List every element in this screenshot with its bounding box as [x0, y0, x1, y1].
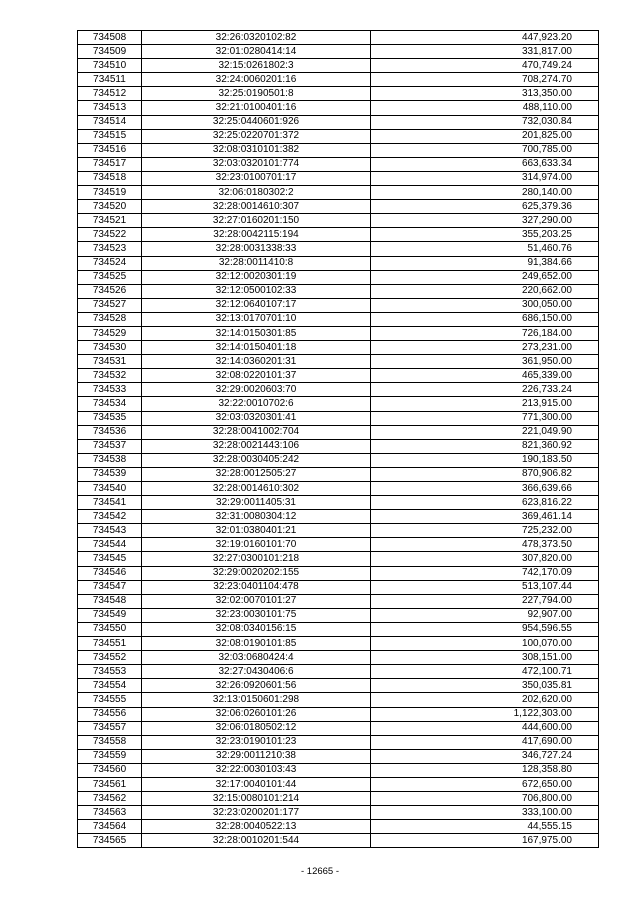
cadastral-number-cell: 32:22:0010702:6 [142, 397, 371, 411]
record-id-cell: 734522 [78, 228, 142, 242]
amount-cell: 346,727.24 [371, 749, 599, 763]
record-id-cell: 734539 [78, 467, 142, 481]
table-row [78, 594, 599, 608]
record-id-cell: 734530 [78, 341, 142, 355]
record-id-cell: 734557 [78, 721, 142, 735]
cadastral-number-cell: 32:25:0190501:8 [142, 87, 371, 101]
table-row [78, 312, 599, 326]
table-row [78, 31, 599, 45]
record-id-cell: 734513 [78, 101, 142, 115]
table-row [78, 834, 599, 848]
amount-cell: 700,785.00 [371, 143, 599, 157]
record-id-cell: 734552 [78, 651, 142, 665]
cadastral-number-cell: 32:03:0320101:774 [142, 157, 371, 171]
amount-cell: 308,151.00 [371, 651, 599, 665]
amount-cell: 771,300.00 [371, 411, 599, 425]
cadastral-number-cell: 32:29:0020202:155 [142, 566, 371, 580]
table-row [78, 326, 599, 340]
record-id-cell: 734516 [78, 143, 142, 157]
record-id-cell: 734524 [78, 256, 142, 270]
amount-cell: 220,662.00 [371, 284, 599, 298]
amount-cell: 361,950.00 [371, 355, 599, 369]
table-row [78, 242, 599, 256]
table-row [78, 143, 599, 157]
amount-cell: 331,817.00 [371, 45, 599, 59]
table-row [78, 284, 599, 298]
record-id-cell: 734511 [78, 73, 142, 87]
cadastral-number-cell: 32:23:0190101:23 [142, 735, 371, 749]
amount-cell: 513,107.44 [371, 580, 599, 594]
amount-cell: 742,170.09 [371, 566, 599, 580]
cadastral-number-cell: 32:12:0020301:19 [142, 270, 371, 284]
record-id-cell: 734556 [78, 707, 142, 721]
record-id-cell: 734544 [78, 538, 142, 552]
table-row [78, 214, 599, 228]
amount-cell: 92,907.00 [371, 608, 599, 622]
record-id-cell: 734514 [78, 115, 142, 129]
amount-cell: 333,100.00 [371, 806, 599, 820]
record-id-cell: 734529 [78, 326, 142, 340]
table-row [78, 383, 599, 397]
table-row [78, 298, 599, 312]
table-row [78, 256, 599, 270]
record-id-cell: 734565 [78, 834, 142, 848]
amount-cell: 44,555.15 [371, 820, 599, 834]
amount-cell: 280,140.00 [371, 186, 599, 200]
record-id-cell: 734555 [78, 693, 142, 707]
table-body [78, 31, 599, 848]
record-id-cell: 734525 [78, 270, 142, 284]
amount-cell: 249,652.00 [371, 270, 599, 284]
cadastral-number-cell: 32:01:0380401:21 [142, 524, 371, 538]
cadastral-number-cell: 32:06:0180502:12 [142, 721, 371, 735]
record-id-cell: 734518 [78, 171, 142, 185]
table-row [78, 369, 599, 383]
cadastral-number-cell: 32:23:0100701:17 [142, 171, 371, 185]
cadastral-number-cell: 32:25:0220701:372 [142, 129, 371, 143]
amount-cell: 190,183.50 [371, 453, 599, 467]
cadastral-number-cell: 32:03:0320301:41 [142, 411, 371, 425]
cadastral-number-cell: 32:13:0170701:10 [142, 312, 371, 326]
record-id-cell: 734558 [78, 735, 142, 749]
cadastral-number-cell: 32:06:0260101:26 [142, 707, 371, 721]
amount-cell: 686,150.00 [371, 312, 599, 326]
amount-cell: 201,825.00 [371, 129, 599, 143]
cadastral-number-cell: 32:26:0320102:82 [142, 31, 371, 45]
table-row [78, 228, 599, 242]
amount-cell: 472,100.71 [371, 665, 599, 679]
table-row [78, 467, 599, 481]
record-id-cell: 734519 [78, 186, 142, 200]
amount-cell: 706,800.00 [371, 792, 599, 806]
table-row [78, 45, 599, 59]
cadastral-number-cell: 32:21:0100401:16 [142, 101, 371, 115]
record-id-cell: 734561 [78, 777, 142, 791]
cadastral-number-cell: 32:12:0640107:17 [142, 298, 371, 312]
amount-cell: 623,816.22 [371, 496, 599, 510]
amount-cell: 221,049.90 [371, 425, 599, 439]
table-row [78, 792, 599, 806]
record-id-cell: 734521 [78, 214, 142, 228]
record-id-cell: 734515 [78, 129, 142, 143]
record-id-cell: 734543 [78, 524, 142, 538]
cadastral-number-cell: 32:28:0014610:307 [142, 200, 371, 214]
cadastral-number-cell: 32:14:0150401:18 [142, 341, 371, 355]
cadastral-number-cell: 32:24:0060201:16 [142, 73, 371, 87]
cadastral-number-cell: 32:29:0011210:38 [142, 749, 371, 763]
amount-cell: 273,231.00 [371, 341, 599, 355]
amount-cell: 91,384.66 [371, 256, 599, 270]
record-id-cell: 734509 [78, 45, 142, 59]
amount-cell: 51,460.76 [371, 242, 599, 256]
record-id-cell: 734520 [78, 200, 142, 214]
cadastral-number-cell: 32:14:0150301:85 [142, 326, 371, 340]
table-row [78, 749, 599, 763]
cadastral-number-cell: 32:06:0180302:2 [142, 186, 371, 200]
table-row [78, 411, 599, 425]
amount-cell: 672,650.00 [371, 777, 599, 791]
record-id-cell: 734528 [78, 312, 142, 326]
table-row [78, 806, 599, 820]
table-row [78, 707, 599, 721]
cadastral-number-cell: 32:26:0920601:56 [142, 679, 371, 693]
amount-cell: 327,290.00 [371, 214, 599, 228]
amount-cell: 213,915.00 [371, 397, 599, 411]
amount-cell: 128,358.80 [371, 763, 599, 777]
table-row [78, 115, 599, 129]
cadastral-number-cell: 32:29:0020603:70 [142, 383, 371, 397]
table-row [78, 679, 599, 693]
record-id-cell: 734546 [78, 566, 142, 580]
amount-cell: 314,974.00 [371, 171, 599, 185]
cadastral-number-cell: 32:25:0440601:926 [142, 115, 371, 129]
amount-cell: 708,274.70 [371, 73, 599, 87]
table-row [78, 608, 599, 622]
table-row [78, 763, 599, 777]
record-id-cell: 734510 [78, 59, 142, 73]
cadastral-number-cell: 32:28:0041002:704 [142, 425, 371, 439]
record-id-cell: 734527 [78, 298, 142, 312]
amount-cell: 444,600.00 [371, 721, 599, 735]
table-row [78, 482, 599, 496]
table-row [78, 200, 599, 214]
cadastral-number-cell: 32:28:0042115:194 [142, 228, 371, 242]
record-id-cell: 734538 [78, 453, 142, 467]
cadastral-number-cell: 32:28:0012505:27 [142, 467, 371, 481]
record-id-cell: 734540 [78, 482, 142, 496]
amount-cell: 821,360.92 [371, 439, 599, 453]
table-row [78, 157, 599, 171]
table-row [78, 524, 599, 538]
amount-cell: 100,070.00 [371, 637, 599, 651]
cadastral-number-cell: 32:23:0030101:75 [142, 608, 371, 622]
amount-cell: 465,339.00 [371, 369, 599, 383]
amount-cell: 726,184.00 [371, 326, 599, 340]
cadastral-number-cell: 32:08:0340156:15 [142, 622, 371, 636]
table-row [78, 622, 599, 636]
page-number: - 12665 - [300, 866, 340, 877]
amount-cell: 227,794.00 [371, 594, 599, 608]
table-row [78, 510, 599, 524]
cadastral-number-cell: 32:15:0261802:3 [142, 59, 371, 73]
table-row [78, 87, 599, 101]
table-row [78, 665, 599, 679]
amount-cell: 300,050.00 [371, 298, 599, 312]
table-row [78, 186, 599, 200]
amount-cell: 954,596.55 [371, 622, 599, 636]
amount-cell: 167,975.00 [371, 834, 599, 848]
record-id-cell: 734535 [78, 411, 142, 425]
table-row [78, 101, 599, 115]
record-id-cell: 734559 [78, 749, 142, 763]
cadastral-number-cell: 32:08:0220101:37 [142, 369, 371, 383]
amount-cell: 417,690.00 [371, 735, 599, 749]
cadastral-number-cell: 32:03:0680424:4 [142, 651, 371, 665]
data-table [77, 30, 599, 848]
cadastral-number-cell: 32:15:0080101:214 [142, 792, 371, 806]
cadastral-number-cell: 32:28:0014610:302 [142, 482, 371, 496]
table-row [78, 439, 599, 453]
cadastral-number-cell: 32:17:0040101:44 [142, 777, 371, 791]
record-id-cell: 734564 [78, 820, 142, 834]
record-id-cell: 734550 [78, 622, 142, 636]
amount-cell: 625,379.36 [371, 200, 599, 214]
record-id-cell: 734547 [78, 580, 142, 594]
record-id-cell: 734541 [78, 496, 142, 510]
table-row [78, 637, 599, 651]
cadastral-number-cell: 32:19:0160101:70 [142, 538, 371, 552]
record-id-cell: 734523 [78, 242, 142, 256]
amount-cell: 355,203.25 [371, 228, 599, 242]
table-row [78, 820, 599, 834]
record-id-cell: 734554 [78, 679, 142, 693]
record-id-cell: 734548 [78, 594, 142, 608]
amount-cell: 313,350.00 [371, 87, 599, 101]
record-id-cell: 734532 [78, 369, 142, 383]
cadastral-number-cell: 32:28:0030405:242 [142, 453, 371, 467]
table-row [78, 270, 599, 284]
record-id-cell: 734551 [78, 637, 142, 651]
table-row [78, 651, 599, 665]
record-id-cell: 734542 [78, 510, 142, 524]
cadastral-number-cell: 32:01:0280414:14 [142, 45, 371, 59]
table-row [78, 721, 599, 735]
amount-cell: 663,633.34 [371, 157, 599, 171]
cadastral-number-cell: 32:28:0031338:33 [142, 242, 371, 256]
record-id-cell: 734534 [78, 397, 142, 411]
table-row [78, 496, 599, 510]
table-row [78, 693, 599, 707]
record-id-cell: 734533 [78, 383, 142, 397]
table-row [78, 777, 599, 791]
table-row [78, 552, 599, 566]
cadastral-number-cell: 32:22:0030103:43 [142, 763, 371, 777]
table-row [78, 580, 599, 594]
amount-cell: 369,461.14 [371, 510, 599, 524]
record-id-cell: 734531 [78, 355, 142, 369]
cadastral-number-cell: 32:08:0190101:85 [142, 637, 371, 651]
amount-cell: 1,122,303.00 [371, 707, 599, 721]
record-id-cell: 734560 [78, 763, 142, 777]
record-id-cell: 734549 [78, 608, 142, 622]
table-row [78, 538, 599, 552]
table-row [78, 129, 599, 143]
amount-cell: 366,639.66 [371, 482, 599, 496]
table-row [78, 425, 599, 439]
cadastral-number-cell: 32:27:0160201:150 [142, 214, 371, 228]
cadastral-number-cell: 32:02:0070101:27 [142, 594, 371, 608]
cadastral-number-cell: 32:23:0401104:478 [142, 580, 371, 594]
amount-cell: 350,035.81 [371, 679, 599, 693]
table-row [78, 341, 599, 355]
amount-cell: 447,923.20 [371, 31, 599, 45]
amount-cell: 307,820.00 [371, 552, 599, 566]
cadastral-number-cell: 32:12:0500102:33 [142, 284, 371, 298]
amount-cell: 226,733.24 [371, 383, 599, 397]
amount-cell: 732,030.84 [371, 115, 599, 129]
amount-cell: 478,373.50 [371, 538, 599, 552]
cadastral-number-cell: 32:08:0310101:382 [142, 143, 371, 157]
record-id-cell: 734545 [78, 552, 142, 566]
record-id-cell: 734517 [78, 157, 142, 171]
table-row [78, 566, 599, 580]
cadastral-number-cell: 32:28:0021443:106 [142, 439, 371, 453]
cadastral-number-cell: 32:28:0011410:8 [142, 256, 371, 270]
amount-cell: 870,906.82 [371, 467, 599, 481]
table-row [78, 171, 599, 185]
record-id-cell: 734537 [78, 439, 142, 453]
table-row [78, 735, 599, 749]
cadastral-number-cell: 32:13:0150601:298 [142, 693, 371, 707]
amount-cell: 725,232.00 [371, 524, 599, 538]
table-row [78, 73, 599, 87]
record-id-cell: 734562 [78, 792, 142, 806]
amount-cell: 488,110.00 [371, 101, 599, 115]
cadastral-number-cell: 32:28:0010201:544 [142, 834, 371, 848]
record-id-cell: 734508 [78, 31, 142, 45]
record-id-cell: 734553 [78, 665, 142, 679]
cadastral-number-cell: 32:27:0300101:218 [142, 552, 371, 566]
record-id-cell: 734563 [78, 806, 142, 820]
record-id-cell: 734536 [78, 425, 142, 439]
record-id-cell: 734526 [78, 284, 142, 298]
cadastral-number-cell: 32:14:0360201:31 [142, 355, 371, 369]
table-row [78, 453, 599, 467]
cadastral-number-cell: 32:31:0080304:12 [142, 510, 371, 524]
cadastral-number-cell: 32:27:0430406:6 [142, 665, 371, 679]
table-row [78, 355, 599, 369]
cadastral-number-cell: 32:29:0011405:31 [142, 496, 371, 510]
amount-cell: 470,749.24 [371, 59, 599, 73]
cadastral-number-cell: 32:23:0200201:177 [142, 806, 371, 820]
cadastral-number-cell: 32:28:0040522:13 [142, 820, 371, 834]
table-row [78, 59, 599, 73]
table-row [78, 397, 599, 411]
amount-cell: 202,620.00 [371, 693, 599, 707]
record-id-cell: 734512 [78, 87, 142, 101]
